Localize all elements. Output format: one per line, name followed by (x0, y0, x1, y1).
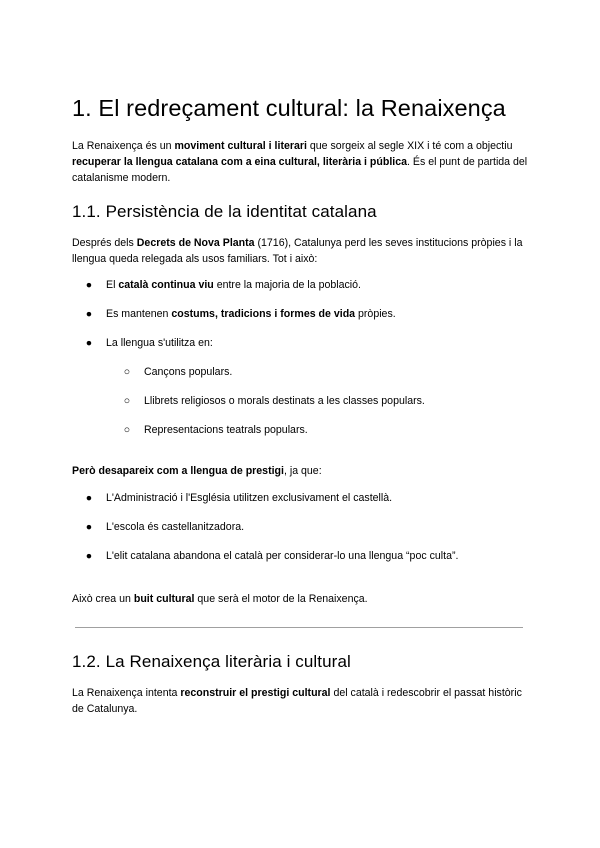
bullet-icon: ● (85, 521, 93, 533)
section-2-heading: 1.2. La Renaixença literària i cultural (72, 652, 351, 671)
horizontal-divider (75, 627, 523, 628)
bullet-icon: ● (85, 308, 93, 320)
bullet-icon: ● (85, 550, 93, 562)
list-item (85, 335, 213, 351)
list-item-text: L'elit catalana abandona el català per considerar-lo una llengua “poc culta”. (106, 550, 459, 562)
s1-para-bold-1: Decrets de Nova Planta (136, 237, 255, 249)
circle-bullet-icon: ○ (123, 366, 131, 378)
page-title: 1. El redreçament cultural: la Renaixença (72, 95, 506, 121)
list-item-text: La llengua s'utilitza en: (106, 337, 213, 349)
s1-para2-bold: Però desapareix com a llengua de prestigi (72, 465, 284, 477)
list-item (85, 548, 459, 564)
list-item-text: entre la majoria de la població. (213, 279, 361, 291)
intro-bold-2: recuperar la llengua catalana com a eina cultural, literària i pública (72, 156, 408, 168)
intro-paragraph (72, 138, 534, 186)
list-item-text: pròpies. (355, 308, 396, 320)
s2-para-bold: reconstruir el prestigi cultural (180, 687, 331, 699)
list-item-text: L'Administració i l'Església utilitzen exclusivament el castellà. (106, 492, 393, 504)
list-item-bold: català continua viu (118, 279, 214, 291)
sub-list-item (123, 393, 425, 409)
list-item-text: L'escola és castellanitzadora. (106, 521, 245, 533)
list-item (85, 277, 361, 293)
s1-para-text-2: (1716), Catalunya perd les seves institucions pròpies i la llengua queda relegada als usos familiars. Tot i això: (72, 237, 523, 265)
section-1-paragraph-2 (72, 463, 534, 479)
sub-list-item (123, 422, 308, 438)
list-item (85, 490, 393, 506)
circle-bullet-icon: ○ (123, 424, 131, 436)
section-1-paragraph-3 (72, 591, 534, 607)
list-item (85, 306, 396, 322)
intro-bold-1: moviment cultural i literari (174, 140, 307, 152)
section-1-paragraph (72, 235, 534, 267)
bullet-icon: ● (85, 492, 93, 504)
s1-para3-text-2: que serà el motor de la Renaixença. (194, 593, 368, 605)
section-1-heading: 1.1. Persistència de la identitat catalana (72, 202, 377, 221)
list-item-text: El (106, 279, 119, 291)
sub-list-item-text: Cançons populars. (144, 366, 233, 378)
s1-para3-bold: buit cultural (133, 593, 195, 605)
list-item-bold: costums, tradicions i formes de vida (171, 308, 356, 320)
list-item-text: Es mantenen (106, 308, 172, 320)
list-item (85, 519, 245, 535)
s2-para-text-2: del català i redescobrir el passat històric de Catalunya. (72, 687, 522, 715)
s2-para-text-1: La Renaixença intenta (72, 687, 181, 699)
bullet-icon: ● (85, 337, 93, 349)
s1-para2-text: , ja que: (283, 465, 322, 477)
bullet-icon: ● (85, 279, 93, 291)
intro-text-3: . És el punt de partida del catalanisme modern. (72, 156, 528, 184)
s1-para3-text-1: Això crea un (72, 593, 134, 605)
sub-list-item (123, 364, 233, 380)
sub-list-item-text: Llibrets religiosos o morals destinats a les classes populars. (144, 395, 425, 407)
circle-bullet-icon: ○ (123, 395, 131, 407)
intro-text-1: La Renaixença és un (72, 140, 175, 152)
intro-text-2: que sorgeix al segle XIX i té com a objectiu (306, 140, 513, 152)
s1-para-text-1: Després dels (72, 237, 137, 249)
sub-list-item-text: Representacions teatrals populars. (144, 424, 308, 436)
section-2-paragraph (72, 685, 534, 717)
